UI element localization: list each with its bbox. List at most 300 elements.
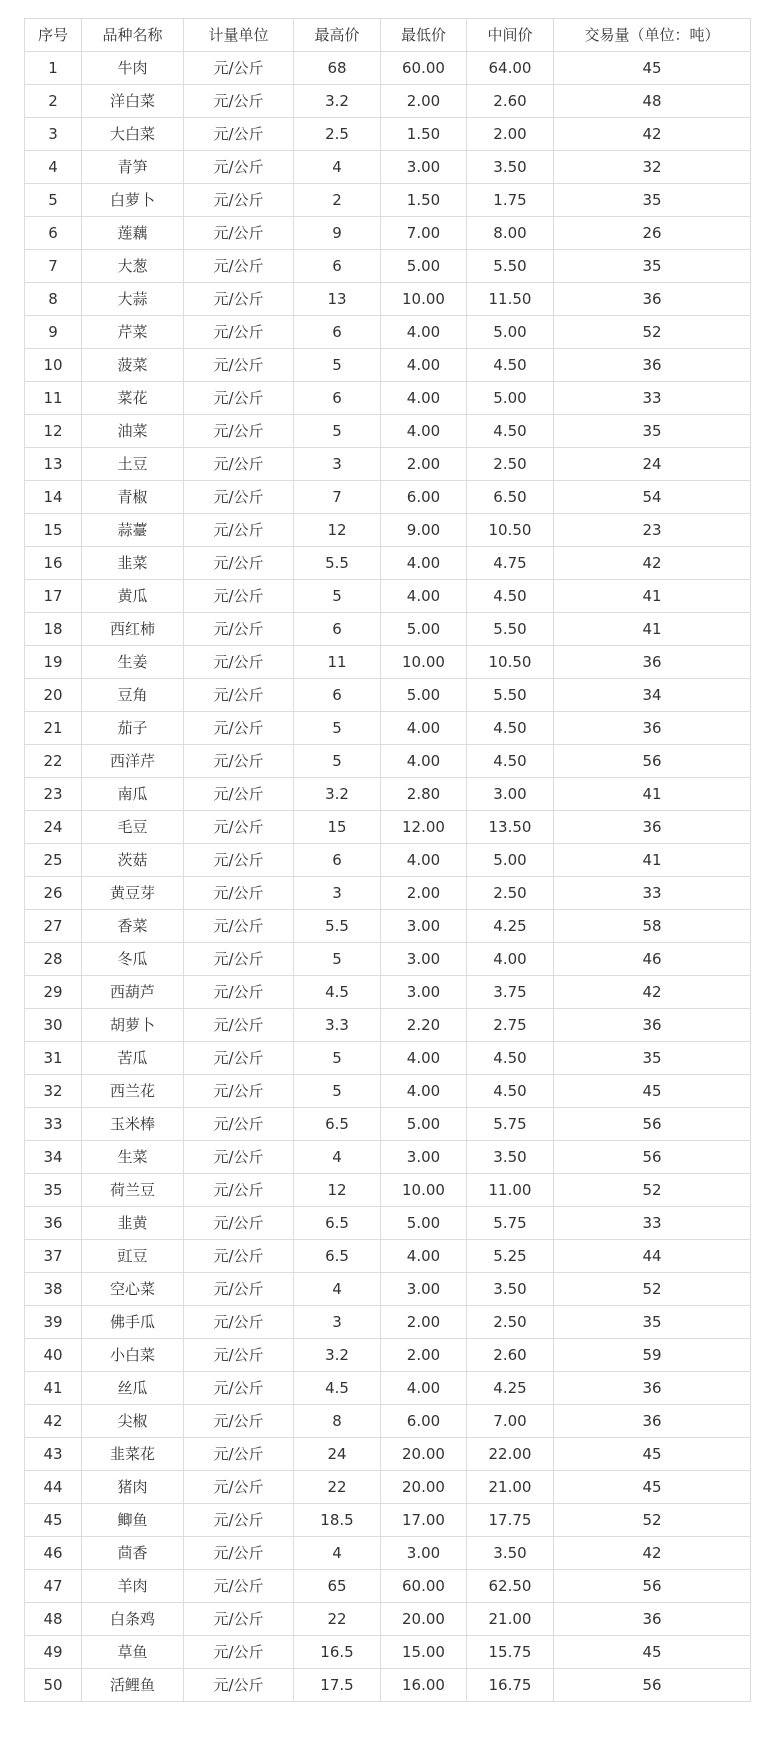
cell-lowest-price: 4.00 — [381, 1042, 467, 1075]
cell-highest-price: 5 — [294, 1042, 381, 1075]
table-row — [25, 1240, 751, 1273]
cell-index: 42 — [25, 1405, 82, 1438]
cell-middle-price: 17.75 — [467, 1504, 554, 1537]
cell-volume: 44 — [554, 1240, 751, 1273]
cell-volume: 36 — [554, 1372, 751, 1405]
cell-middle-price: 4.25 — [467, 1372, 554, 1405]
cell-variety-name: 茨菇 — [82, 844, 184, 877]
cell-volume: 56 — [554, 1141, 751, 1174]
table-row — [25, 349, 751, 382]
cell-unit: 元/公斤 — [184, 1372, 294, 1405]
cell-index: 2 — [25, 85, 82, 118]
cell-index: 24 — [25, 811, 82, 844]
cell-unit: 元/公斤 — [184, 613, 294, 646]
cell-index: 47 — [25, 1570, 82, 1603]
cell-variety-name: 大蒜 — [82, 283, 184, 316]
cell-volume: 35 — [554, 184, 751, 217]
table-row — [25, 1009, 751, 1042]
table-row — [25, 1075, 751, 1108]
cell-unit: 元/公斤 — [184, 1339, 294, 1372]
table-row — [25, 1339, 751, 1372]
table-row — [25, 1669, 751, 1702]
cell-volume: 56 — [554, 1108, 751, 1141]
table-row — [25, 217, 751, 250]
cell-index: 26 — [25, 877, 82, 910]
cell-variety-name: 毛豆 — [82, 811, 184, 844]
cell-variety-name: 玉米棒 — [82, 1108, 184, 1141]
table-row — [25, 580, 751, 613]
cell-middle-price: 21.00 — [467, 1603, 554, 1636]
cell-highest-price: 4 — [294, 1273, 381, 1306]
cell-unit: 元/公斤 — [184, 118, 294, 151]
cell-index: 27 — [25, 910, 82, 943]
cell-index: 10 — [25, 349, 82, 382]
header-middle-price: 中间价 — [467, 19, 554, 52]
table-row — [25, 118, 751, 151]
cell-volume: 34 — [554, 679, 751, 712]
cell-lowest-price: 4.00 — [381, 745, 467, 778]
cell-highest-price: 4 — [294, 1537, 381, 1570]
table-row — [25, 514, 751, 547]
cell-variety-name: 青笋 — [82, 151, 184, 184]
cell-lowest-price: 3.00 — [381, 1273, 467, 1306]
cell-unit: 元/公斤 — [184, 844, 294, 877]
cell-index: 19 — [25, 646, 82, 679]
cell-lowest-price: 3.00 — [381, 910, 467, 943]
cell-variety-name: 尖椒 — [82, 1405, 184, 1438]
cell-volume: 36 — [554, 283, 751, 316]
table-row — [25, 481, 751, 514]
cell-unit: 元/公斤 — [184, 217, 294, 250]
cell-middle-price: 11.50 — [467, 283, 554, 316]
cell-lowest-price: 20.00 — [381, 1438, 467, 1471]
cell-highest-price: 9 — [294, 217, 381, 250]
cell-middle-price: 2.50 — [467, 877, 554, 910]
cell-middle-price: 3.50 — [467, 1141, 554, 1174]
table-row — [25, 1372, 751, 1405]
cell-volume: 23 — [554, 514, 751, 547]
cell-unit: 元/公斤 — [184, 85, 294, 118]
header-volume: 交易量（单位：吨） — [554, 19, 751, 52]
cell-highest-price: 5.5 — [294, 910, 381, 943]
cell-highest-price: 2 — [294, 184, 381, 217]
cell-index: 28 — [25, 943, 82, 976]
cell-middle-price: 5.75 — [467, 1108, 554, 1141]
cell-volume: 26 — [554, 217, 751, 250]
cell-unit: 元/公斤 — [184, 1570, 294, 1603]
cell-volume: 56 — [554, 745, 751, 778]
cell-variety-name: 洋白菜 — [82, 85, 184, 118]
header-index: 序号 — [25, 19, 82, 52]
table-row — [25, 1042, 751, 1075]
cell-index: 32 — [25, 1075, 82, 1108]
cell-lowest-price: 4.00 — [381, 415, 467, 448]
cell-lowest-price: 60.00 — [381, 52, 467, 85]
cell-index: 50 — [25, 1669, 82, 1702]
cell-lowest-price: 4.00 — [381, 1240, 467, 1273]
cell-variety-name: 南瓜 — [82, 778, 184, 811]
cell-lowest-price: 15.00 — [381, 1636, 467, 1669]
cell-index: 49 — [25, 1636, 82, 1669]
cell-highest-price: 6 — [294, 382, 381, 415]
cell-index: 16 — [25, 547, 82, 580]
cell-lowest-price: 4.00 — [381, 1372, 467, 1405]
cell-middle-price: 4.50 — [467, 1075, 554, 1108]
header-variety-name: 品种名称 — [82, 19, 184, 52]
cell-unit: 元/公斤 — [184, 778, 294, 811]
cell-volume: 45 — [554, 1075, 751, 1108]
cell-index: 14 — [25, 481, 82, 514]
cell-highest-price: 5 — [294, 349, 381, 382]
cell-index: 20 — [25, 679, 82, 712]
cell-index: 3 — [25, 118, 82, 151]
cell-middle-price: 8.00 — [467, 217, 554, 250]
cell-variety-name: 猪肉 — [82, 1471, 184, 1504]
cell-volume: 46 — [554, 943, 751, 976]
table-row — [25, 811, 751, 844]
cell-volume: 54 — [554, 481, 751, 514]
cell-lowest-price: 4.00 — [381, 712, 467, 745]
cell-volume: 35 — [554, 415, 751, 448]
cell-unit: 元/公斤 — [184, 1306, 294, 1339]
cell-highest-price: 13 — [294, 283, 381, 316]
cell-lowest-price: 20.00 — [381, 1471, 467, 1504]
table-row — [25, 85, 751, 118]
header-lowest-price: 最低价 — [381, 19, 467, 52]
cell-highest-price: 3 — [294, 877, 381, 910]
cell-variety-name: 豇豆 — [82, 1240, 184, 1273]
cell-lowest-price: 7.00 — [381, 217, 467, 250]
cell-lowest-price: 60.00 — [381, 1570, 467, 1603]
cell-highest-price: 22 — [294, 1471, 381, 1504]
cell-unit: 元/公斤 — [184, 646, 294, 679]
cell-lowest-price: 4.00 — [381, 382, 467, 415]
cell-highest-price: 4 — [294, 1141, 381, 1174]
cell-unit: 元/公斤 — [184, 316, 294, 349]
cell-volume: 32 — [554, 151, 751, 184]
cell-highest-price: 6.5 — [294, 1108, 381, 1141]
cell-middle-price: 21.00 — [467, 1471, 554, 1504]
cell-variety-name: 西洋芹 — [82, 745, 184, 778]
cell-unit: 元/公斤 — [184, 250, 294, 283]
cell-middle-price: 3.75 — [467, 976, 554, 1009]
table-row — [25, 283, 751, 316]
cell-highest-price: 5 — [294, 745, 381, 778]
cell-lowest-price: 2.00 — [381, 85, 467, 118]
cell-variety-name: 小白菜 — [82, 1339, 184, 1372]
cell-middle-price: 2.50 — [467, 448, 554, 481]
cell-variety-name: 西兰花 — [82, 1075, 184, 1108]
cell-lowest-price: 4.00 — [381, 1075, 467, 1108]
cell-lowest-price: 2.00 — [381, 1339, 467, 1372]
cell-variety-name: 黄豆芽 — [82, 877, 184, 910]
cell-lowest-price: 17.00 — [381, 1504, 467, 1537]
cell-volume: 35 — [554, 1306, 751, 1339]
cell-index: 46 — [25, 1537, 82, 1570]
cell-lowest-price: 16.00 — [381, 1669, 467, 1702]
cell-variety-name: 油菜 — [82, 415, 184, 448]
cell-unit: 元/公斤 — [184, 1075, 294, 1108]
cell-index: 11 — [25, 382, 82, 415]
cell-volume: 41 — [554, 613, 751, 646]
cell-middle-price: 4.50 — [467, 415, 554, 448]
cell-unit: 元/公斤 — [184, 1669, 294, 1702]
cell-index: 25 — [25, 844, 82, 877]
cell-index: 18 — [25, 613, 82, 646]
cell-lowest-price: 5.00 — [381, 1207, 467, 1240]
cell-unit: 元/公斤 — [184, 811, 294, 844]
cell-lowest-price: 4.00 — [381, 349, 467, 382]
cell-highest-price: 4.5 — [294, 976, 381, 1009]
cell-variety-name: 芹菜 — [82, 316, 184, 349]
table-row — [25, 448, 751, 481]
cell-volume: 58 — [554, 910, 751, 943]
cell-volume: 52 — [554, 316, 751, 349]
cell-highest-price: 3 — [294, 448, 381, 481]
header-highest-price: 最高价 — [294, 19, 381, 52]
cell-volume: 52 — [554, 1174, 751, 1207]
table-row — [25, 151, 751, 184]
cell-middle-price: 16.75 — [467, 1669, 554, 1702]
cell-lowest-price: 10.00 — [381, 283, 467, 316]
cell-volume: 42 — [554, 1537, 751, 1570]
cell-variety-name: 牛肉 — [82, 52, 184, 85]
cell-unit: 元/公斤 — [184, 448, 294, 481]
cell-volume: 41 — [554, 580, 751, 613]
cell-index: 37 — [25, 1240, 82, 1273]
cell-index: 7 — [25, 250, 82, 283]
cell-highest-price: 24 — [294, 1438, 381, 1471]
table-row — [25, 184, 751, 217]
cell-highest-price: 16.5 — [294, 1636, 381, 1669]
cell-middle-price: 10.50 — [467, 514, 554, 547]
table-row — [25, 1504, 751, 1537]
table-row — [25, 316, 751, 349]
cell-variety-name: 菜花 — [82, 382, 184, 415]
cell-variety-name: 菠菜 — [82, 349, 184, 382]
cell-unit: 元/公斤 — [184, 415, 294, 448]
table-header-row — [25, 19, 751, 52]
cell-volume: 33 — [554, 877, 751, 910]
cell-index: 44 — [25, 1471, 82, 1504]
cell-unit: 元/公斤 — [184, 1537, 294, 1570]
cell-unit: 元/公斤 — [184, 514, 294, 547]
table-row — [25, 877, 751, 910]
cell-lowest-price: 4.00 — [381, 844, 467, 877]
cell-middle-price: 2.50 — [467, 1306, 554, 1339]
table-row — [25, 646, 751, 679]
cell-index: 31 — [25, 1042, 82, 1075]
cell-lowest-price: 5.00 — [381, 1108, 467, 1141]
cell-lowest-price: 2.00 — [381, 877, 467, 910]
cell-unit: 元/公斤 — [184, 580, 294, 613]
cell-index: 13 — [25, 448, 82, 481]
cell-volume: 36 — [554, 646, 751, 679]
cell-variety-name: 大白菜 — [82, 118, 184, 151]
cell-lowest-price: 5.00 — [381, 250, 467, 283]
cell-unit: 元/公斤 — [184, 151, 294, 184]
cell-middle-price: 3.50 — [467, 151, 554, 184]
cell-volume: 56 — [554, 1570, 751, 1603]
cell-unit: 元/公斤 — [184, 481, 294, 514]
table-row — [25, 712, 751, 745]
cell-middle-price: 3.50 — [467, 1537, 554, 1570]
cell-highest-price: 2.5 — [294, 118, 381, 151]
table-row — [25, 1471, 751, 1504]
cell-volume: 36 — [554, 349, 751, 382]
cell-middle-price: 22.00 — [467, 1438, 554, 1471]
cell-variety-name: 茄子 — [82, 712, 184, 745]
cell-lowest-price: 4.00 — [381, 580, 467, 613]
cell-variety-name: 草鱼 — [82, 1636, 184, 1669]
cell-middle-price: 2.60 — [467, 85, 554, 118]
cell-lowest-price: 12.00 — [381, 811, 467, 844]
cell-volume: 48 — [554, 85, 751, 118]
cell-lowest-price: 2.00 — [381, 448, 467, 481]
cell-middle-price: 5.50 — [467, 250, 554, 283]
cell-unit: 元/公斤 — [184, 976, 294, 1009]
cell-volume: 36 — [554, 1405, 751, 1438]
cell-unit: 元/公斤 — [184, 1042, 294, 1075]
cell-volume: 33 — [554, 382, 751, 415]
cell-unit: 元/公斤 — [184, 1438, 294, 1471]
cell-highest-price: 12 — [294, 514, 381, 547]
cell-variety-name: 白萝卜 — [82, 184, 184, 217]
cell-variety-name: 佛手瓜 — [82, 1306, 184, 1339]
cell-lowest-price: 5.00 — [381, 613, 467, 646]
cell-variety-name: 丝瓜 — [82, 1372, 184, 1405]
cell-lowest-price: 3.00 — [381, 943, 467, 976]
table-row — [25, 613, 751, 646]
cell-middle-price: 13.50 — [467, 811, 554, 844]
cell-middle-price: 11.00 — [467, 1174, 554, 1207]
cell-middle-price: 4.00 — [467, 943, 554, 976]
cell-lowest-price: 6.00 — [381, 481, 467, 514]
cell-middle-price: 5.50 — [467, 613, 554, 646]
cell-index: 33 — [25, 1108, 82, 1141]
cell-index: 30 — [25, 1009, 82, 1042]
cell-middle-price: 4.50 — [467, 1042, 554, 1075]
cell-variety-name: 黄瓜 — [82, 580, 184, 613]
cell-variety-name: 韭菜 — [82, 547, 184, 580]
cell-highest-price: 3.2 — [294, 1339, 381, 1372]
cell-volume: 59 — [554, 1339, 751, 1372]
cell-variety-name: 韭黄 — [82, 1207, 184, 1240]
cell-middle-price: 5.00 — [467, 316, 554, 349]
cell-index: 48 — [25, 1603, 82, 1636]
cell-unit: 元/公斤 — [184, 1009, 294, 1042]
cell-index: 35 — [25, 1174, 82, 1207]
cell-volume: 41 — [554, 844, 751, 877]
cell-highest-price: 65 — [294, 1570, 381, 1603]
table-row — [25, 1306, 751, 1339]
cell-middle-price: 3.00 — [467, 778, 554, 811]
cell-index: 34 — [25, 1141, 82, 1174]
cell-unit: 元/公斤 — [184, 679, 294, 712]
cell-middle-price: 1.75 — [467, 184, 554, 217]
cell-lowest-price: 3.00 — [381, 1141, 467, 1174]
cell-unit: 元/公斤 — [184, 1240, 294, 1273]
table-row — [25, 1537, 751, 1570]
cell-volume: 45 — [554, 1636, 751, 1669]
cell-variety-name: 茴香 — [82, 1537, 184, 1570]
cell-volume: 42 — [554, 547, 751, 580]
cell-lowest-price: 3.00 — [381, 976, 467, 1009]
cell-volume: 24 — [554, 448, 751, 481]
cell-index: 12 — [25, 415, 82, 448]
cell-unit: 元/公斤 — [184, 1603, 294, 1636]
cell-highest-price: 8 — [294, 1405, 381, 1438]
cell-index: 21 — [25, 712, 82, 745]
cell-highest-price: 5.5 — [294, 547, 381, 580]
table-row — [25, 778, 751, 811]
cell-variety-name: 生菜 — [82, 1141, 184, 1174]
cell-highest-price: 18.5 — [294, 1504, 381, 1537]
cell-lowest-price: 2.20 — [381, 1009, 467, 1042]
cell-lowest-price: 1.50 — [381, 118, 467, 151]
cell-lowest-price: 4.00 — [381, 547, 467, 580]
cell-highest-price: 6 — [294, 613, 381, 646]
cell-highest-price: 5 — [294, 943, 381, 976]
cell-middle-price: 7.00 — [467, 1405, 554, 1438]
cell-variety-name: 荷兰豆 — [82, 1174, 184, 1207]
cell-volume: 42 — [554, 976, 751, 1009]
cell-unit: 元/公斤 — [184, 1504, 294, 1537]
cell-unit: 元/公斤 — [184, 547, 294, 580]
table-body — [25, 52, 751, 1702]
cell-middle-price: 62.50 — [467, 1570, 554, 1603]
cell-variety-name: 西葫芦 — [82, 976, 184, 1009]
table-row — [25, 250, 751, 283]
cell-volume: 35 — [554, 250, 751, 283]
cell-variety-name: 蒜薹 — [82, 514, 184, 547]
cell-unit: 元/公斤 — [184, 382, 294, 415]
cell-unit: 元/公斤 — [184, 1273, 294, 1306]
cell-unit: 元/公斤 — [184, 745, 294, 778]
cell-lowest-price: 20.00 — [381, 1603, 467, 1636]
cell-index: 38 — [25, 1273, 82, 1306]
cell-unit: 元/公斤 — [184, 712, 294, 745]
cell-volume: 36 — [554, 1009, 751, 1042]
cell-variety-name: 空心菜 — [82, 1273, 184, 1306]
cell-highest-price: 4.5 — [294, 1372, 381, 1405]
cell-highest-price: 5 — [294, 580, 381, 613]
cell-index: 22 — [25, 745, 82, 778]
cell-variety-name: 鲫鱼 — [82, 1504, 184, 1537]
table-row — [25, 1141, 751, 1174]
cell-unit: 元/公斤 — [184, 1141, 294, 1174]
cell-variety-name: 胡萝卜 — [82, 1009, 184, 1042]
cell-unit: 元/公斤 — [184, 1207, 294, 1240]
cell-lowest-price: 10.00 — [381, 1174, 467, 1207]
cell-unit: 元/公斤 — [184, 877, 294, 910]
cell-variety-name: 冬瓜 — [82, 943, 184, 976]
cell-variety-name: 西红柿 — [82, 613, 184, 646]
cell-middle-price: 2.60 — [467, 1339, 554, 1372]
cell-highest-price: 17.5 — [294, 1669, 381, 1702]
cell-lowest-price: 2.00 — [381, 1306, 467, 1339]
cell-highest-price: 3.2 — [294, 778, 381, 811]
cell-highest-price: 6 — [294, 250, 381, 283]
price-table — [24, 18, 751, 1702]
table-row — [25, 1174, 751, 1207]
cell-index: 43 — [25, 1438, 82, 1471]
cell-volume: 42 — [554, 118, 751, 151]
header-unit: 计量单位 — [184, 19, 294, 52]
cell-index: 40 — [25, 1339, 82, 1372]
table-row — [25, 910, 751, 943]
cell-index: 17 — [25, 580, 82, 613]
